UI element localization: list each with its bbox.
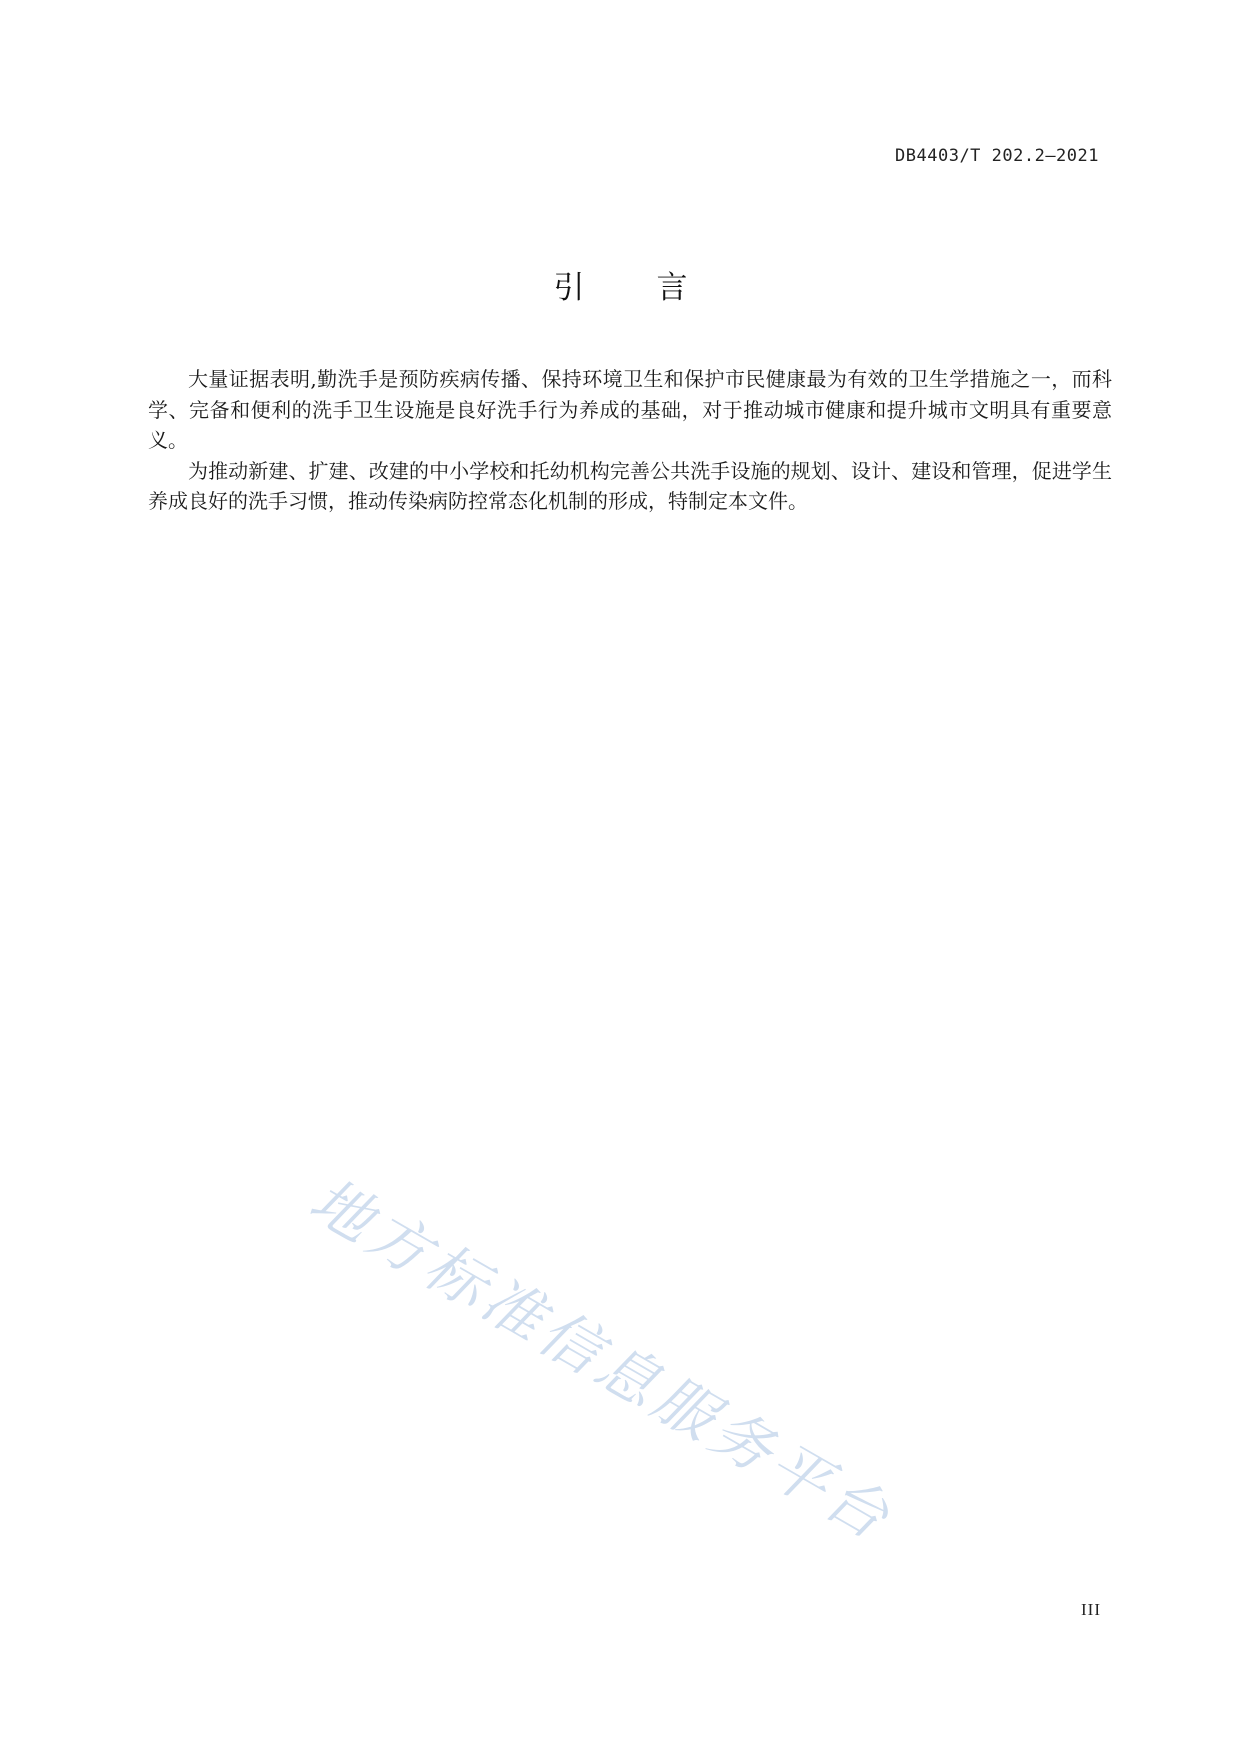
watermark: 地方标准信息服务平台: [298, 1165, 905, 1556]
paragraph-2: 为推动新建、扩建、改建的中小学校和托幼机构完善公共洗手设施的规划、设计、建设和管理，促进学生养成良好的洗手习惯，推动传染病防控常态化机制的形成，特制定本文件。: [148, 458, 1112, 513]
page-number: III: [1081, 1600, 1101, 1619]
document-code: DB4403/T 202.2—2021: [895, 146, 1099, 166]
body-text: [148, 364, 1112, 517]
paragraph-1: 大量证据表明,勤洗手是预防疾病传播、保持环境卫生和保护市民健康最为有效的卫生学措施之一，而科学、完备和便利的洗手卫生设施是良好洗手行为养成的基础，对于推动城市健康和提升城市文明具有重要意义。: [148, 367, 1112, 452]
section-title: 引言: [553, 270, 760, 306]
